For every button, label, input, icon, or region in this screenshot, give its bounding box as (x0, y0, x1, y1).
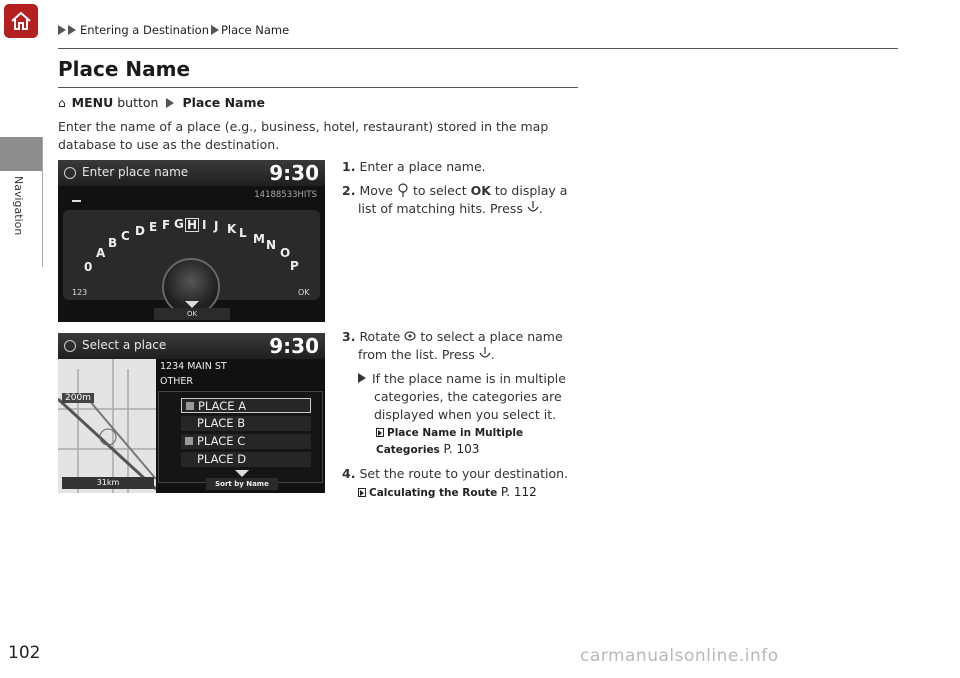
watermark: carmanualsonline.info (580, 646, 779, 666)
step-text: Move (359, 183, 393, 198)
list-item[interactable] (181, 416, 311, 431)
xref-text: Place Name in Multiple (387, 427, 524, 439)
step-number: 2. (342, 183, 356, 198)
sort-by-name-tab[interactable]: Sort by Name (206, 478, 278, 490)
step-text: list of matching hits. Press (358, 201, 523, 216)
step-1 (342, 158, 582, 176)
key-letter[interactable]: A (96, 246, 106, 260)
key-letter[interactable]: 0 (84, 260, 93, 274)
route-distance: 31km (62, 477, 154, 489)
page-number: 102 (8, 643, 41, 663)
key-letter[interactable]: K (227, 222, 237, 236)
select-place-screen (58, 333, 325, 493)
nav-icon (64, 340, 76, 352)
step-2: 2. Move to select OK to display a list of matching hits. Press . (342, 183, 568, 216)
key-letter[interactable]: F (162, 218, 171, 232)
press-icon (479, 347, 491, 361)
button-word: button (117, 95, 159, 110)
map-view[interactable] (58, 349, 156, 493)
xref-page: P. 112 (500, 485, 537, 499)
nav-icon (64, 167, 76, 179)
step-text: to select a place name (420, 329, 563, 344)
side-section-label: Navigation (12, 176, 25, 236)
screen-header-label: Enter place name (82, 165, 189, 179)
key-letter[interactable]: I (202, 218, 207, 232)
step-number: 3. (342, 329, 356, 344)
step-text: Rotate (359, 329, 401, 344)
place-label: PLACE B (197, 416, 246, 430)
intro-text: Enter the name of a place (e.g., business, hotel, restaurant) stored in the map database to use as the destination. (58, 119, 549, 152)
breadcrumb-arrow-icon (58, 25, 66, 35)
xref-icon (376, 428, 384, 437)
map-roads (58, 349, 156, 493)
map-scale: 200m (62, 393, 94, 403)
key-letter[interactable]: J (214, 219, 219, 233)
text-cursor (72, 200, 81, 202)
breadcrumb-item[interactable]: Place Name (221, 23, 290, 37)
category-icon (186, 402, 194, 410)
list-item[interactable] (181, 434, 311, 449)
step-3-note (358, 370, 578, 424)
step-text: Enter a place name. (359, 159, 486, 174)
rotate-icon (404, 329, 416, 343)
step-number: 1. (342, 159, 356, 174)
address-line: OTHER (160, 376, 194, 387)
step-4 (342, 465, 582, 483)
category-icon (185, 437, 193, 445)
home-small-icon: ⌂ (58, 95, 66, 110)
place-label: PLACE D (197, 452, 247, 466)
step-text: Set the route to your destination. (359, 466, 569, 481)
step-text: from the list. Press (358, 347, 475, 362)
xref-text: Categories (376, 444, 440, 456)
breadcrumb (58, 23, 289, 37)
clock: 9:30 (269, 161, 319, 185)
step-text: to select (412, 183, 467, 198)
key-letter[interactable]: E (149, 220, 158, 234)
enter-place-name-screen (58, 160, 325, 322)
note-text: displayed when you select it. (374, 407, 557, 422)
list-item[interactable] (181, 398, 311, 413)
section-tab[interactable] (0, 137, 42, 171)
xref-icon (358, 488, 366, 497)
key-letter[interactable]: N (266, 238, 277, 252)
step-number: 4. (342, 466, 356, 481)
key-letter[interactable]: G (174, 217, 184, 231)
header-divider (58, 48, 898, 49)
numbers-key[interactable]: 123 (72, 288, 88, 297)
key-letter-selected[interactable]: H (187, 218, 198, 232)
xref-multiple-categories[interactable] (376, 425, 523, 458)
joystick-move-icon (397, 183, 409, 197)
menu-label: MENU (71, 95, 114, 110)
ok-label: OK (470, 183, 491, 198)
key-letter[interactable]: L (239, 226, 247, 240)
place-label: PLACE C (197, 434, 246, 448)
ok-key[interactable]: OK (298, 288, 310, 297)
note-text: If the place name is in multiple (372, 371, 566, 386)
note-text: categories, the categories are (374, 389, 562, 404)
key-letter[interactable]: C (121, 229, 130, 243)
menu-path (58, 95, 265, 110)
key-letter[interactable]: D (135, 224, 145, 238)
xref-text: Calculating the Route (369, 487, 498, 499)
home-button[interactable] (4, 4, 38, 38)
key-letter[interactable]: M (253, 232, 265, 246)
xref-page: P. 103 (443, 442, 480, 456)
hit-count: 14188533HITS (254, 190, 317, 200)
xref-calculating-route[interactable] (358, 484, 537, 501)
note-arrow-icon (358, 373, 366, 383)
address-line: 1234 MAIN ST (160, 361, 227, 372)
list-item[interactable] (181, 452, 311, 467)
home-icon (9, 9, 33, 33)
breadcrumb-arrow-icon (68, 25, 76, 35)
side-divider (42, 137, 43, 267)
key-letter[interactable]: P (290, 259, 299, 273)
breadcrumb-arrow-icon (211, 25, 219, 35)
title-divider (58, 87, 578, 88)
clock: 9:30 (269, 334, 319, 358)
press-icon (527, 201, 539, 215)
step-3: 3. Rotate to select a place name from the list. Press . (342, 329, 563, 362)
breadcrumb-item[interactable]: Entering a Destination (80, 23, 209, 37)
ok-tab[interactable]: OK (154, 308, 230, 320)
path-arrow-icon (166, 98, 174, 108)
place-label: PLACE A (198, 399, 247, 413)
page-title: Place Name (58, 57, 191, 81)
key-letter[interactable]: B (108, 236, 118, 250)
menu-target: Place Name (182, 95, 265, 110)
screen-header-label: Select a place (82, 338, 167, 352)
key-letter[interactable]: O (280, 246, 291, 260)
step-text: to display a (494, 183, 568, 198)
address-preview (160, 359, 227, 389)
